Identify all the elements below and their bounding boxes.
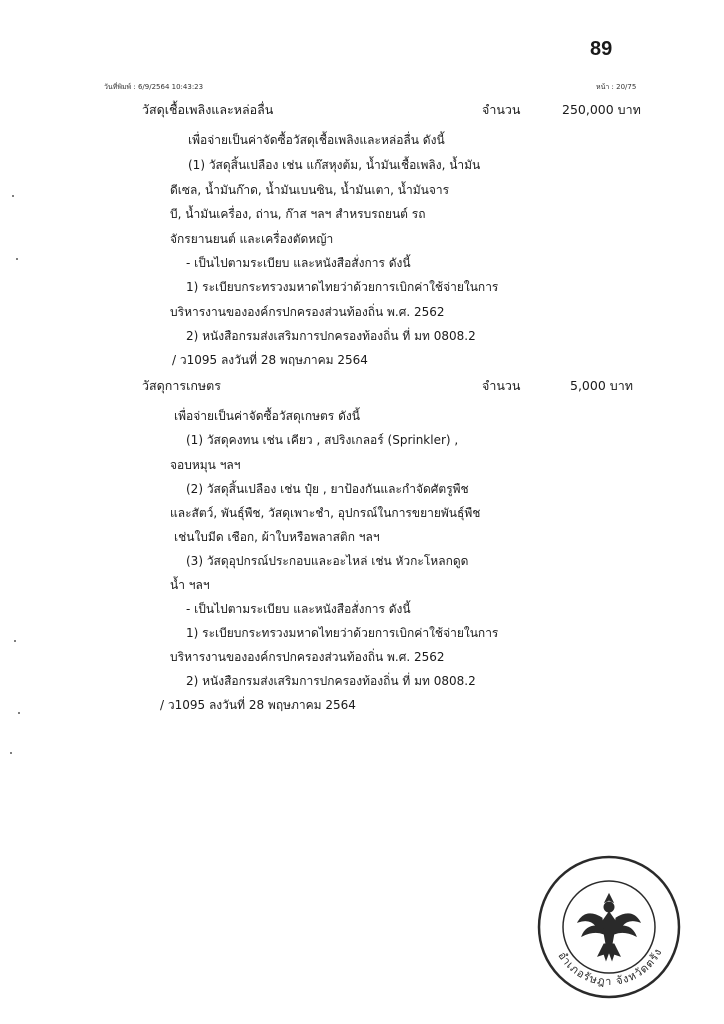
official-seal-stamp xyxy=(534,852,684,1002)
fuel-line: 1) ระเบียบกระทรวงมหาดไทยว่าด้วยการเบิกค่าใช้จ่ายในการ xyxy=(186,280,499,294)
agri-title: วัสดุการเกษตร xyxy=(142,378,221,393)
scan-speck xyxy=(18,712,20,714)
page-number: 89 xyxy=(590,38,613,60)
fuel-line: เพื่อจ่ายเป็นค่าจัดซื้อวัสดุเชื้อเพลิงและหล่อลื่น ดังนี้ xyxy=(188,133,445,147)
scan-speck xyxy=(14,640,16,642)
agri-line: (3) วัสดุอุปกรณ์ประกอบและอะไหล่ เช่น หัวกะโหลกดูด xyxy=(186,554,469,568)
agri-line: (1) วัสดุคงทน เช่น เคียว , สปริงเกลอร์ (Sprinkler) , xyxy=(186,433,459,447)
fuel-line: บี, น้ำมันเครื่อง, ถ่าน, ก๊าส ฯลฯ สำหรบรถยนต์ รถ xyxy=(170,207,426,221)
scan-speck xyxy=(10,752,12,754)
fuel-title: วัสดุเชื้อเพลิงและหล่อลื่น xyxy=(142,102,274,117)
fuel-qty-label: จำนวน xyxy=(482,102,521,117)
agri-line: เพื่อจ่ายเป็นค่าจัดซื้อวัสดุเกษตร ดังนี้ xyxy=(174,409,360,423)
agri-line: - เป็นไปตามระเบียบ และหนังสือสั่งการ ดังนี้ xyxy=(186,602,411,616)
agri-line: (2) วัสดุสิ้นเปลือง เช่น ปุ๋ย , ยาป้องกันและกำจัดศัตรูพืช xyxy=(186,482,469,496)
scan-speck xyxy=(16,258,18,260)
agri-line: 1) ระเบียบกระทรวงมหาดไทยว่าด้วยการเบิกค่าใช้จ่ายในการ xyxy=(186,626,499,640)
fuel-amount: 250,000 บาท xyxy=(562,102,641,117)
fuel-line: ดีเซล, น้ำมันก๊าด, น้ำมันเบนซิน, น้ำมันเตา, น้ำมันจาร xyxy=(170,183,450,197)
fuel-line: จักรยานยนต์ และเครื่องตัดหญ้า xyxy=(170,232,334,246)
fuel-line: บริหารงานขององค์กรปกครองส่วนท้องถิ่น พ.ศ. 2562 xyxy=(170,305,445,319)
agri-line: จอบหมุน ฯลฯ xyxy=(170,458,241,472)
scan-speck xyxy=(12,195,14,197)
agri-line: / ว1095 ลงวันที่ 28 พฤษภาคม 2564 xyxy=(160,698,356,712)
seal-ring-text: อำเภอรัษฎา จังหวัดตรัง xyxy=(555,946,665,989)
fuel-line: / ว1095 ลงวันที่ 28 พฤษภาคม 2564 xyxy=(172,353,368,367)
agri-qty-label: จำนวน xyxy=(482,378,521,393)
page-label: หน้า : 20/75 xyxy=(596,83,637,91)
agri-line: และสัตว์, พันธุ์พืช, วัสดุเพาะชำ, อุปกรณ์ในการขยายพันธ์ุพืช xyxy=(170,506,481,520)
garuda-emblem-icon xyxy=(578,894,640,960)
agri-line: เช่นใบมีด เชือก, ผ้าใบหรือพลาสติก ฯลฯ xyxy=(174,530,380,544)
print-date: วันที่พิมพ์ : 6/9/2564 10:43:23 xyxy=(104,83,204,91)
agri-line: น้ำ ฯลฯ xyxy=(170,578,210,592)
fuel-line: (1) วัสดุสิ้นเปลือง เช่น แก๊สหุงต้ม, น้ำมันเชื้อเพลิง, น้ำมัน xyxy=(188,158,481,172)
fuel-line: - เป็นไปตามระเบียบ และหนังสือสั่งการ ดังนี้ xyxy=(186,256,411,270)
agri-line: บริหารงานขององค์กรปกครองส่วนท้องถิ่น พ.ศ. 2562 xyxy=(170,650,445,664)
agri-amount: 5,000 บาท xyxy=(570,378,633,393)
agri-line: 2) หนังสือกรมส่งเสริมการปกครองท้องถิ่น ที่ มท 0808.2 xyxy=(186,674,476,688)
fuel-line: 2) หนังสือกรมส่งเสริมการปกครองท้องถิ่น ที่ มท 0808.2 xyxy=(186,329,476,343)
